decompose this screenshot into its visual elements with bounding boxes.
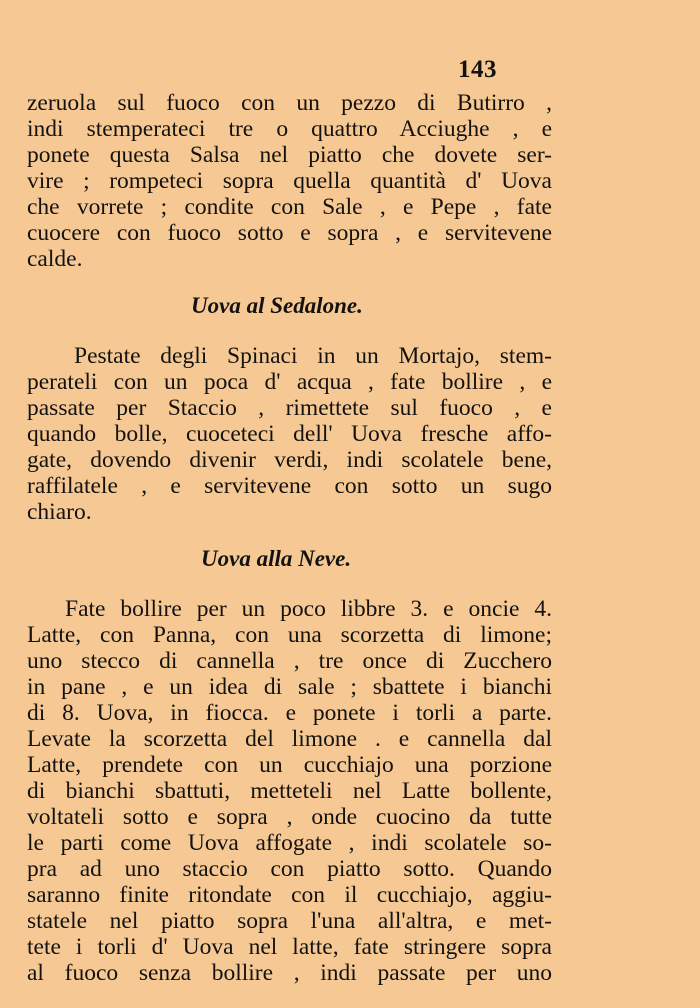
- text-line: raffilatele , e servitevene con sotto un sugo: [27, 473, 552, 499]
- text-line: pra ad uno staccio con piatto sotto. Quando: [27, 856, 552, 882]
- text-line: passate per Staccio , rimettete sul fuoco , e: [27, 395, 552, 421]
- text-line: calde.: [27, 246, 83, 272]
- text-line: di 8. Uova, in fiocca. e ponete i torli a parte.: [27, 700, 552, 726]
- text-line: Pestate degli Spinaci in un Mortajo, stem-: [74, 343, 552, 369]
- text-line: di bianchi sbattuti, metteteli nel Latte bollente,: [27, 778, 552, 804]
- recipe-heading: Uova al Sedalone.: [191, 293, 363, 318]
- text-line: voltateli sotto e sopra , onde cuocino da tutte: [27, 804, 552, 830]
- text-line: in pane , e un idea di sale ; sbattete i bianchi: [27, 674, 552, 700]
- text-line: le parti come Uova affogate , indi scolatele so-: [27, 830, 552, 856]
- text-line: Latte, prendete con un cucchiajo una porzione: [27, 752, 552, 778]
- text-line: perateli con un poca d' acqua , fate bollire , e: [27, 369, 552, 395]
- text-line: cuocere con fuoco sotto e sopra , e servitevene: [27, 220, 552, 246]
- text-line: quando bolle, cuoceteci dell' Uova fresche affo-: [27, 421, 552, 447]
- text-line: indi stemperateci tre o quattro Acciughe , e: [27, 116, 552, 142]
- text-line: Fate bollire per un poco libbre 3. e oncie 4.: [65, 596, 552, 622]
- text-line: Latte, con Panna, con una scorzetta di limone;: [27, 622, 552, 648]
- text-line: uno stecco di cannella , tre once di Zucchero: [27, 648, 552, 674]
- text-line: tete i torli d' Uova nel latte, fate stringere sopra: [27, 934, 552, 960]
- recipe-heading: Uova alla Neve.: [201, 546, 352, 571]
- text-line: vire ; rompeteci sopra quella quantità d' Uova: [27, 168, 552, 194]
- text-line: zeruola sul fuoco con un pezzo di Butirro ,: [27, 90, 552, 116]
- text-line: chiaro.: [27, 499, 92, 525]
- text-line: ponete questa Salsa nel piatto che dovete ser-: [27, 142, 552, 168]
- text-line: che vorrete ; condite con Sale , e Pepe , fate: [27, 194, 552, 220]
- text-line: al fuoco senza bollire , indi passate per uno: [27, 960, 552, 986]
- text-line: gate, dovendo divenir verdi, indi scolatele bene,: [27, 447, 552, 473]
- text-line: Levate la scorzetta del limone . e cannella dal: [27, 726, 552, 752]
- page-number: 143: [458, 56, 497, 83]
- text-line: saranno finite ritondate con il cucchiajo, aggiu-: [27, 882, 552, 908]
- text-line: statele nel piatto sopra l'una all'altra, e met-: [27, 908, 552, 934]
